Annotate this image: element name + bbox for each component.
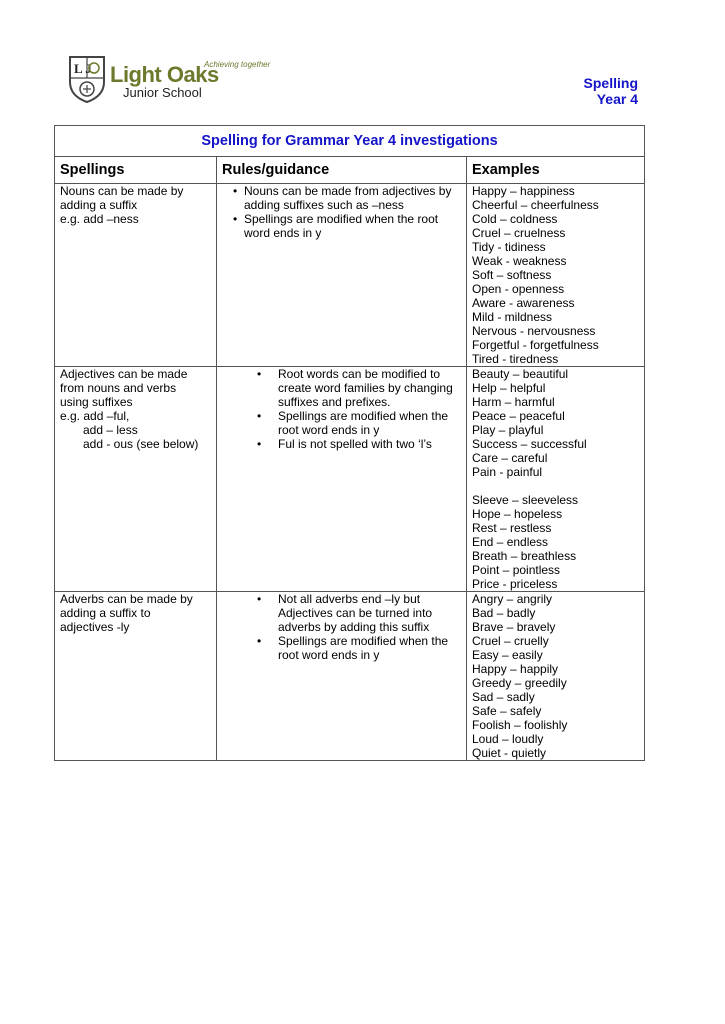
spellings-line: from nouns and verbs [60,381,177,395]
example-item: Greedy – greedily [472,676,567,690]
document-title [584,75,638,107]
examples-cell [467,592,645,761]
rules-cell [217,367,467,592]
example-item: Foolish – foolishly [472,718,568,732]
example-item: Success – successful [472,437,587,451]
example-item: Breath – breathless [472,549,577,563]
spellings-cell [55,184,217,367]
example-item: Hope – hopeless [472,507,563,521]
example-item: Point – pointless [472,563,561,577]
example-item: Soft – softness [472,268,552,282]
example-item: Easy – easily [472,648,543,662]
spellings-cell [55,592,217,761]
example-item: Cold – coldness [472,212,558,226]
example-item: Nervous - nervousness [472,324,596,338]
column-header-rules: Rules/guidance [217,157,467,184]
rule-item: • Root words can be modified to create word families by changing suffixes and prefixes. [222,367,466,409]
school-subtitle: Junior School [123,85,202,100]
spellings-line: adding a suffix to [60,606,151,620]
example-item: End – endless [472,535,549,549]
example-item: Care – careful [472,451,548,465]
example-item: Happy – happiness [472,184,575,198]
school-crest-icon [66,54,108,104]
rules-cell [217,592,467,761]
spellings-cell [55,367,217,592]
example-item: Price - priceless [472,577,558,591]
example-item: Help – helpful [472,381,546,395]
rule-item: • Nouns can be made from adjectives by adding suffixes such as –ness [222,184,466,212]
example-item: Quiet - quietly [472,746,547,760]
crest-letter-l: L J [74,61,92,76]
example-spacer [472,479,644,493]
example-item: Loud – loudly [472,732,544,746]
table-row-nouns [55,184,645,367]
example-item: Angry – angrily [472,592,553,606]
example-item: Harm – harmful [472,395,555,409]
example-item: Weak - weakness [472,254,567,268]
spelling-table [54,125,645,761]
spellings-line: adding a suffix [60,198,138,212]
example-item: Beauty – beautiful [472,367,569,381]
example-item: Peace – peaceful [472,409,565,423]
examples-cell [467,367,645,592]
example-item: Forgetful - forgetfulness [472,338,599,352]
example-item: Cruel – cruelly [472,634,549,648]
example-item: Brave – bravely [472,620,556,634]
table-title: Spelling for Grammar Year 4 investigations [55,126,645,157]
example-item: Sad – sadly [472,690,535,704]
example-item: Safe – safely [472,704,542,718]
spellings-line: add - ous (see below) [83,437,199,451]
spellings-line: add – less [83,423,138,437]
example-item: Sleeve – sleeveless [472,493,579,507]
example-item: Aware - awareness [472,296,575,310]
spellings-line: Nouns can be made by [60,184,184,198]
example-item: Cheerful – cheerfulness [472,198,599,212]
document-title-line-2: Year 4 [596,91,638,107]
example-item: Rest – restless [472,521,552,535]
spellings-line: e.g. add –ful, [60,409,130,423]
spellings-line: e.g. add –ness [60,212,139,226]
example-item: Tidy - tidiness [472,240,546,254]
rule-item: • Spellings are modified when the root word ends in y [222,212,466,240]
example-item: Tired - tiredness [472,352,559,366]
page-header [66,52,646,110]
table-header-row [55,157,645,184]
rules-cell [217,184,467,367]
school-name: Light Oaks [110,62,219,87]
spellings-line: Adverbs can be made by [60,592,193,606]
table-row-adjectives [55,367,645,592]
examples-cell [467,184,645,367]
column-header-spellings: Spellings [55,157,217,184]
rule-item: • Ful is not spelled with two ‘l’s [222,437,466,451]
spellings-line: using suffixes [60,395,133,409]
example-item: Cruel – cruelness [472,226,566,240]
column-header-examples: Examples [467,157,645,184]
rule-item: • Spellings are modified when the root word ends in y [222,409,466,437]
example-item: Open - openness [472,282,565,296]
document-title-line-1: Spelling [583,75,638,91]
example-item: Bad – badly [472,606,536,620]
spellings-line: adjectives -ly [60,620,130,634]
school-tagline: Achieving together [204,60,271,69]
rule-item: • Not all adverbs end –ly but Adjectives can be turned into adverbs by adding this suffix [222,592,466,634]
example-item: Pain - painful [472,465,543,479]
example-item: Mild - mildness [472,310,553,324]
rule-item: • Spellings are modified when the root word ends in y [222,634,466,662]
example-item: Play – playful [472,423,544,437]
table-row-adverbs [55,592,645,761]
example-item: Happy – happily [472,662,559,676]
spellings-line: Adjectives can be made [60,367,188,381]
